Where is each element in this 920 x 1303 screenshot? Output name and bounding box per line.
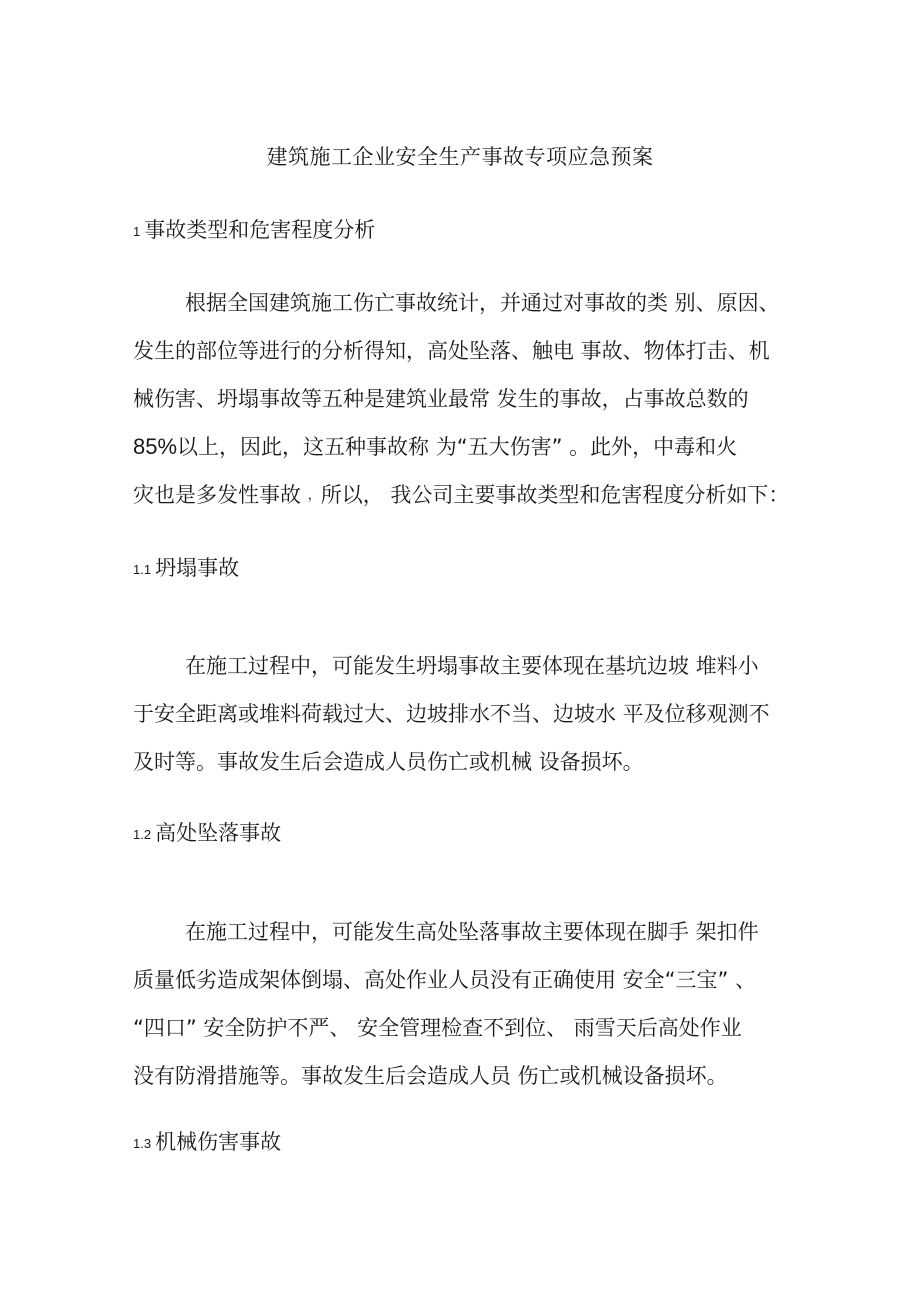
paragraph-accident-types xyxy=(133,288,790,528)
paragraph-line: 发生的部位等进行的分析得知，高处坠落、触电 事故、物体打击、机 xyxy=(133,339,770,363)
section-heading-1-2 xyxy=(133,818,281,850)
paragraph-collapse xyxy=(133,651,778,795)
section-heading-1-1 xyxy=(133,553,239,585)
paragraph-line: 没有防滑措施等。事故发生后会造成人员 伤亡或机械设备损坏。 xyxy=(133,1064,728,1088)
percent-value: 85% xyxy=(133,434,178,459)
paragraph-line: 在施工过程中，可能发生坍塌事故主要体现在基坑边坡 堆料小 xyxy=(185,654,759,678)
paragraph-line: 根据全国建筑施工伤亡事故统计，并通过对事故的类 别、原因、 xyxy=(185,291,780,315)
paragraph-line: 于安全距离或堆料荷载过大、边坡排水不当、边坡水 平及位移观测不 xyxy=(133,702,770,726)
paragraph-line-with-percent xyxy=(133,432,778,480)
paragraph-line-last xyxy=(133,480,790,528)
section-number: 1.2 xyxy=(133,827,152,842)
section-heading-text: 事故类型和危害程度分析 xyxy=(144,218,376,242)
paragraph-line: 质量低劣造成架体倒塌、高处作业人员没有正确使用 安全“三宝” 、 xyxy=(133,968,757,992)
comma-mark: ， xyxy=(307,488,321,503)
paragraph-falling xyxy=(133,917,778,1109)
document-title: 建筑施工企业安全生产事故专项应急预案 xyxy=(266,145,654,169)
section-number: 1.1 xyxy=(133,562,152,577)
paragraph-line: “四口” 安全防护不严、 安全管理检查不到位、 雨雪天后高处作业 xyxy=(133,1016,742,1040)
paragraph-line: 械伤害、坍塌事故等五种是建筑业最常 发生的事故，占事故总数的 xyxy=(133,387,749,411)
section-number: 1.3 xyxy=(133,1136,152,1151)
paragraph-line-text: 灾也是多发性事故 xyxy=(133,483,301,507)
paragraph-line: 在施工过程中，可能发生高处坠落事故主要体现在脚手 架扣件 xyxy=(185,920,759,944)
section-heading-text: 机械伤害事故 xyxy=(155,1130,282,1154)
section-heading-text: 坍塌事故 xyxy=(155,556,240,580)
section-heading-1-3 xyxy=(133,1127,281,1159)
paragraph-line-text: 所以， 我公司主要事故类型和危害程度分析如下： xyxy=(320,483,790,507)
section-number: 1 xyxy=(133,224,141,239)
paragraph-line: 及时等。事故发生后会造成人员伤亡或机械 设备损坏。 xyxy=(133,750,644,774)
section-heading-1 xyxy=(133,215,375,247)
section-heading-text: 高处坠落事故 xyxy=(155,821,282,845)
paragraph-line-text: 以上，因此，这五种事故称 为“五大伤害” 。此外，中毒和火 xyxy=(177,435,738,459)
